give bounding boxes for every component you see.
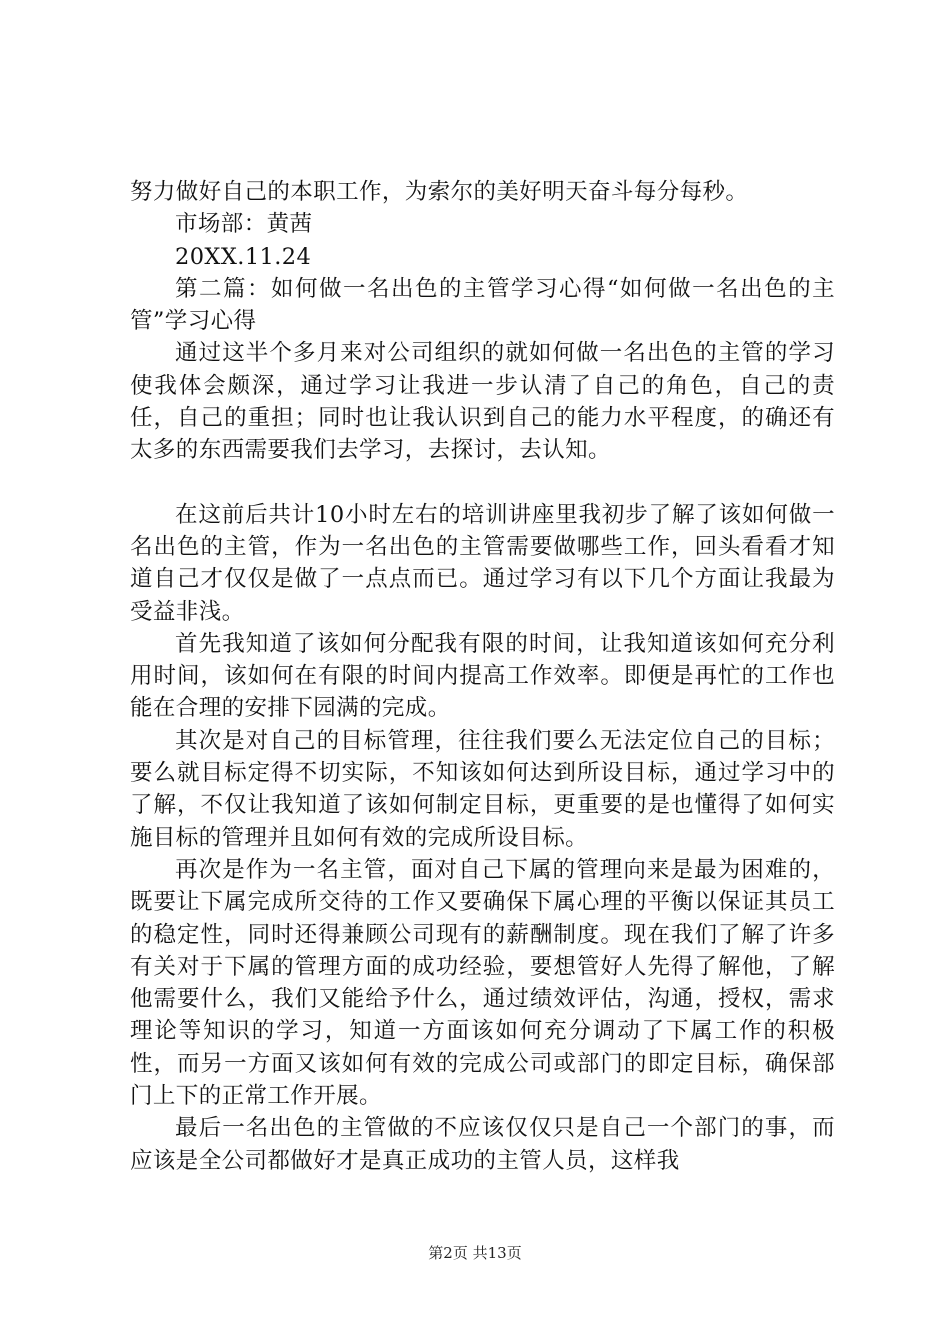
paragraph-intro: 通过这半个多月来对公司组织的就如何做一名出色的主管的学习使我体会颇深，通过学习让我进一步认清了自己的角色，自己的责任，自己的重担；同时也让我认识到自己的能力水平程度，的确还有太多的东西需要我们去学习，去探讨，去认知。 (130, 340, 835, 464)
paragraph-final: 最后一名出色的主管做的不应该仅仅只是自己一个部门的事，而应该是全公司都做好才是真正成功的主管人员，这样我 (130, 1115, 835, 1174)
section-heading: 第二篇：如何做一名出色的主管学习心得“如何做一名出色的主管”学习心得 (130, 275, 835, 335)
paragraph-closing-line: 努力做好自己的本职工作，为索尔的美好明天奋斗每分每秒。 (130, 179, 749, 205)
paragraph-signature-date: 20XX.11.24 (175, 243, 312, 270)
paragraph-signature-department: 市场部：黄茜 (175, 211, 313, 238)
paragraph-training: 在这前后共计10小时左右的培训讲座里我初步了解了该如何做一名出色的主管，作为一名出色的主管需要做哪些工作，回头看看才知道自己才仅仅是做了一点点而已。通过学习有以下几个方面让我最为受益非浅。 (130, 501, 835, 625)
page-number-label: 第2页 共13页 (428, 1244, 522, 1262)
page-footer (0, 1242, 950, 1263)
paragraph-time-management: 首先我知道了该如何分配我有限的时间，让我知道该如何充分利用时间，该如何在有限的时间内提高工作效率。即便是再忙的工作也能在合理的安排下园满的完成。 (130, 630, 835, 722)
paragraph-staff-management: 再次是作为一名主管，面对自己下属的管理向来是最为困难的，既要让下属完成所交待的工作又要确保下属心理的平衡以保证其员工的稳定性，同时还得兼顾公司现有的薪酬制度。现在我们了解了许多有关对于下属的管理方面的成功经验，要想管好人先得了解他，了解他需要什么，我们又能给予什么，通过绩效评估，沟通，授权，需求理论等知识的学习，知道一方面该如何充分调动了下属工作的积极性，而另一方面又该如何有效的完成公司或部门的即定目标，确保部门上下的正常工作开展。 (130, 856, 835, 1110)
paragraph-goal-management: 其次是对自己的目标管理，往往我们要么无法定位自己的目标；要么就目标定得不切实际，不知该如何达到所设目标，通过学习中的了解，不仅让我知道了该如何制定目标，更重要的是也懂得了如何实施目标的管理并且如何有效的完成所设目标。 (130, 727, 835, 851)
document-body (130, 176, 835, 1177)
